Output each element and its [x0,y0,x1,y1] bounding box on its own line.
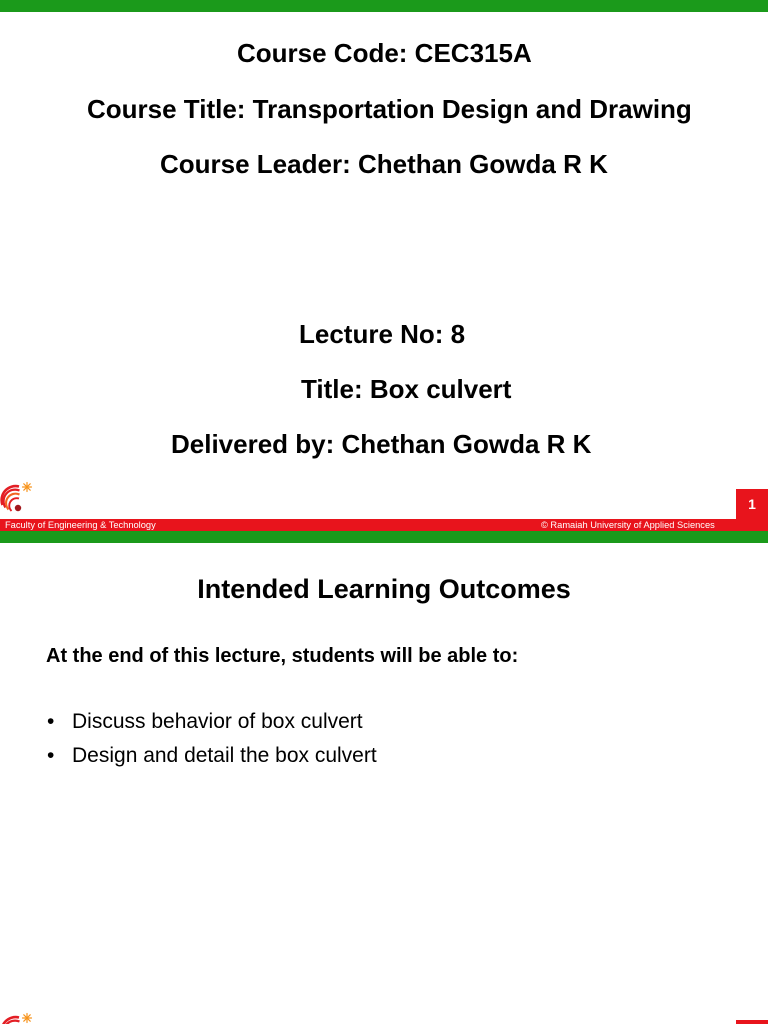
bullet-glyph: • [47,710,55,733]
logo-star [23,483,32,492]
footer-faculty-label: Faculty of Engineering & Technology [5,520,156,530]
logo-center [15,505,21,511]
slide-heading: Intended Learning Outcomes [197,574,571,604]
list-item [47,708,467,742]
outcomes-list [47,708,467,776]
top-green-bar [0,0,768,12]
list-item [47,742,467,776]
footer-bar [0,519,768,531]
list-item-text: Discuss behavior of box culvert [72,710,363,733]
course-leader: Course Leader: Chethan Gowda R K [160,149,608,179]
top-green-bar [0,531,768,543]
course-code: Course Code: CEC315A [237,38,532,68]
list-item-text: Design and detail the box culvert [72,744,377,767]
university-logo-icon [0,1012,34,1024]
course-title: Course Title: Transportation Design and Drawing [87,94,692,124]
university-logo-icon [0,481,34,515]
university-logo-graphic [0,1012,34,1024]
outcomes-intro: At the end of this lecture, students will be able to: [46,645,519,667]
slide-2 [0,531,768,1024]
logo-star [23,1014,32,1023]
page-number: 1 [748,496,756,512]
page-number-badge [736,489,768,519]
lecture-number: Lecture No: 8 [299,319,466,349]
university-logo-graphic [0,481,34,515]
delivered-by: Delivered by: Chethan Gowda R K [171,429,592,459]
footer-copyright-label: © Ramaiah University of Applied Sciences [541,520,715,530]
lecture-title: Title: Box culvert [301,374,512,404]
page-number-badge [736,1020,768,1024]
bullet-glyph: • [47,744,55,767]
